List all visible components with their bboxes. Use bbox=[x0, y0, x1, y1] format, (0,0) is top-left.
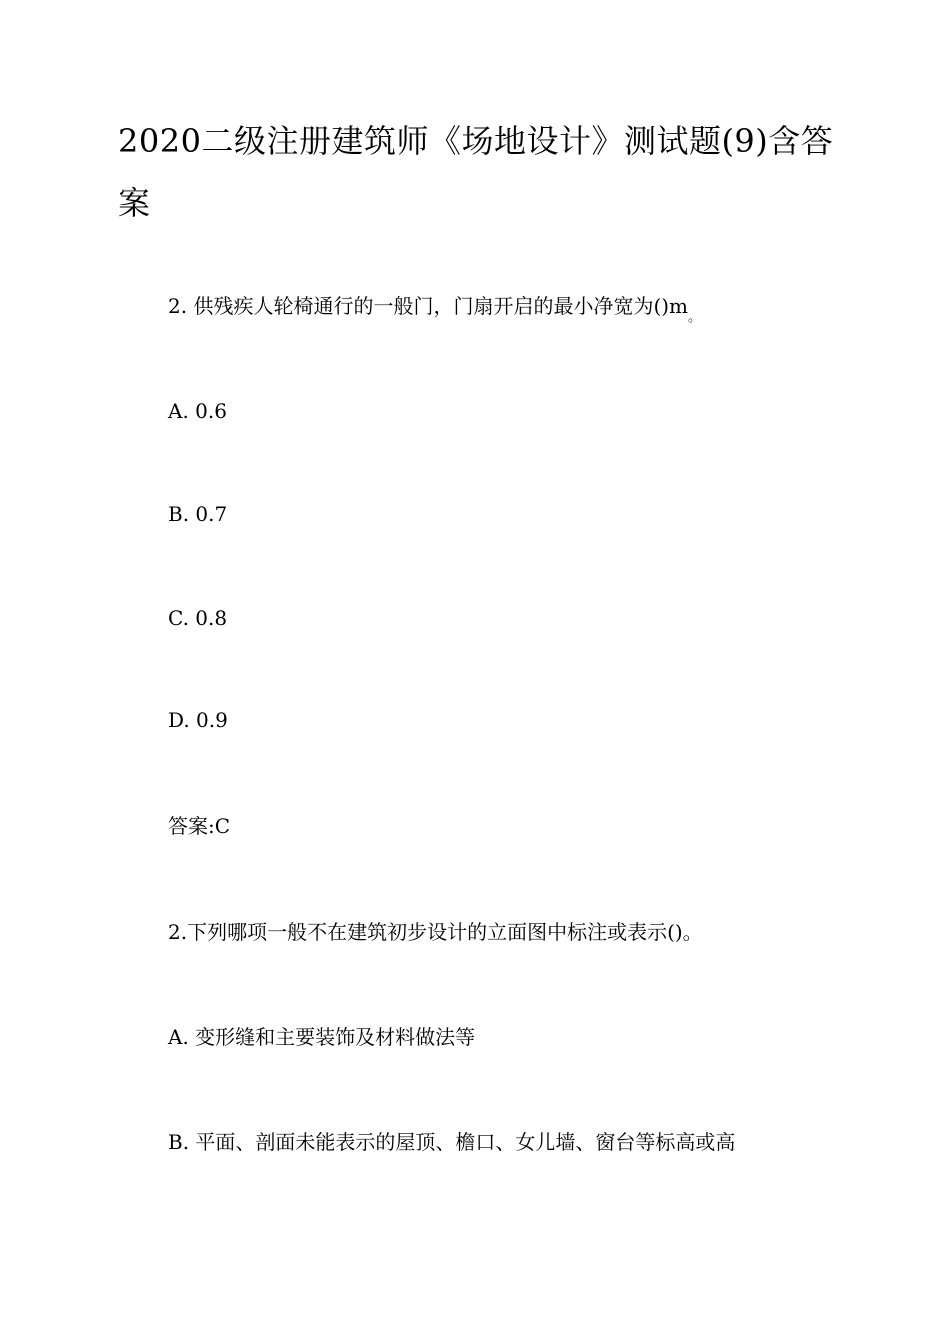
question-2-option-b: B. 平面、剖面未能表示的屋顶、檐口、女儿墙、窗台等标高或高 bbox=[168, 1130, 736, 1154]
question-1-option-d: D. 0.9 bbox=[168, 708, 228, 732]
question-1-answer: 答案:C bbox=[168, 814, 231, 838]
question-2-stem: 2.下列哪项一般不在建筑初步设计的立面图中标注或表示()。 bbox=[168, 920, 703, 944]
question-2-option-a: A. 变形缝和主要装饰及材料做法等 bbox=[168, 1025, 476, 1049]
question-1-stem-suffix: 。 bbox=[688, 310, 702, 325]
question-1-option-b: B. 0.7 bbox=[168, 502, 228, 526]
question-1-stem bbox=[168, 292, 701, 324]
question-1-stem-text: 2. 供残疾人轮椅通行的一般门，门扇开启的最小净宽为()m bbox=[168, 294, 689, 318]
page-title: 2020二级注册建筑师《场地设计》测试题(9)含答案 bbox=[118, 122, 834, 222]
question-1-option-c: C. 0.8 bbox=[168, 606, 228, 630]
question-1-option-a: A. 0.6 bbox=[168, 399, 227, 423]
